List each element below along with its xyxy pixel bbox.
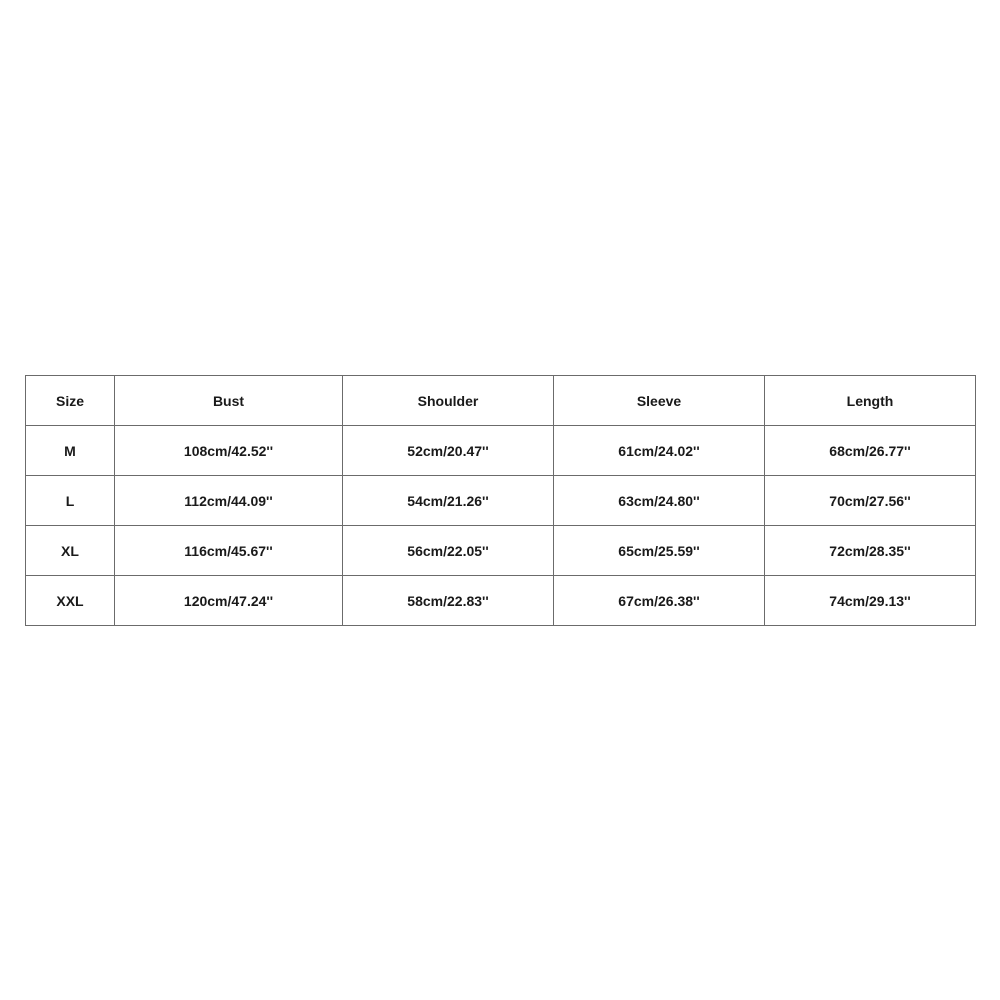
cell-sleeve: 65cm/25.59'' <box>554 526 765 576</box>
cell-size: L <box>26 476 115 526</box>
cell-size: M <box>26 426 115 476</box>
cell-size: XXL <box>26 576 115 626</box>
header-bust: Bust <box>115 376 343 426</box>
cell-sleeve: 67cm/26.38'' <box>554 576 765 626</box>
table-row <box>26 526 976 576</box>
size-chart-body <box>26 426 976 626</box>
table-row <box>26 576 976 626</box>
cell-bust: 112cm/44.09'' <box>115 476 343 526</box>
cell-sleeve: 61cm/24.02'' <box>554 426 765 476</box>
table-row <box>26 476 976 526</box>
size-chart-table <box>25 375 976 626</box>
cell-shoulder: 58cm/22.83'' <box>343 576 554 626</box>
cell-sleeve: 63cm/24.80'' <box>554 476 765 526</box>
cell-length: 74cm/29.13'' <box>765 576 976 626</box>
size-chart-header <box>26 376 976 426</box>
cell-bust: 116cm/45.67'' <box>115 526 343 576</box>
cell-bust: 108cm/42.52'' <box>115 426 343 476</box>
cell-size: XL <box>26 526 115 576</box>
header-size: Size <box>26 376 115 426</box>
cell-length: 72cm/28.35'' <box>765 526 976 576</box>
cell-length: 70cm/27.56'' <box>765 476 976 526</box>
cell-shoulder: 54cm/21.26'' <box>343 476 554 526</box>
header-sleeve: Sleeve <box>554 376 765 426</box>
cell-shoulder: 52cm/20.47'' <box>343 426 554 476</box>
header-shoulder: Shoulder <box>343 376 554 426</box>
cell-bust: 120cm/47.24'' <box>115 576 343 626</box>
header-length: Length <box>765 376 976 426</box>
table-row <box>26 426 976 476</box>
cell-shoulder: 56cm/22.05'' <box>343 526 554 576</box>
cell-length: 68cm/26.77'' <box>765 426 976 476</box>
header-row <box>26 376 976 426</box>
